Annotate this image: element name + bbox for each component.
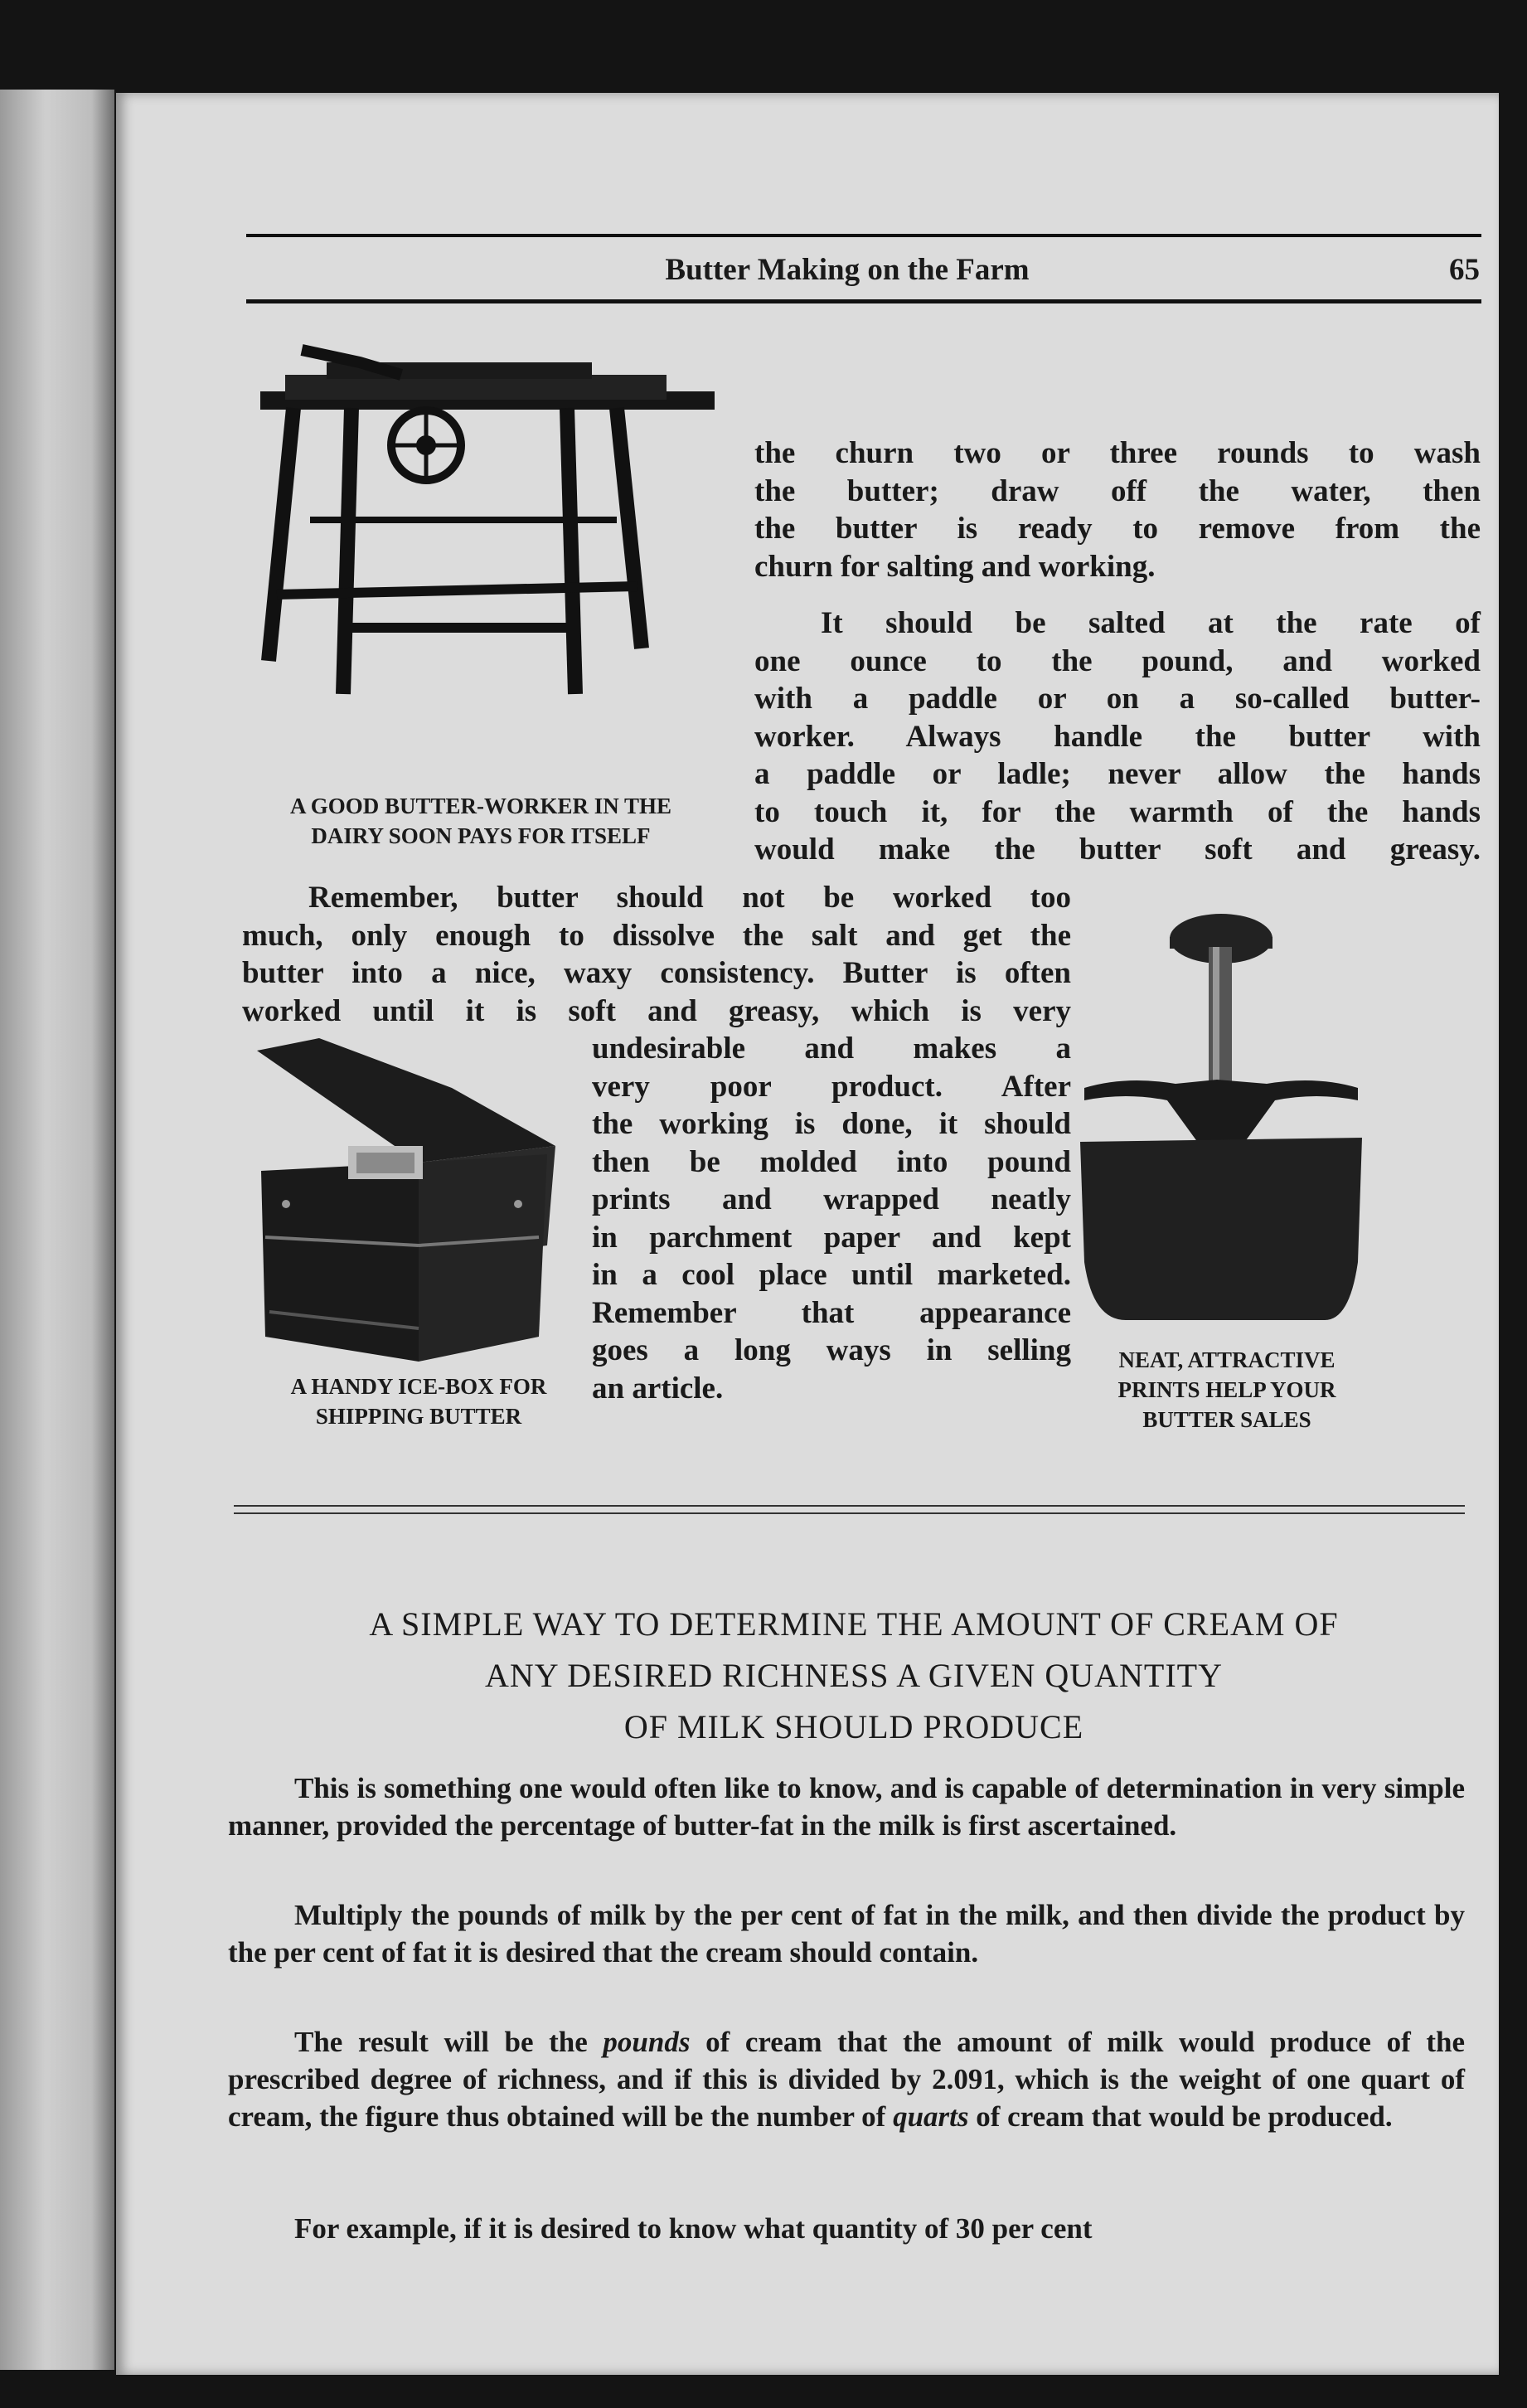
text-line: butter into a nice, waxy consistency. Butter is often bbox=[242, 956, 1071, 990]
paragraph-text: For example, if it is desired to know what quantity of 30 per cent bbox=[294, 2212, 1093, 2245]
header-bottom-rule bbox=[246, 299, 1481, 303]
caption-line: SHIPPING BUTTER bbox=[315, 1404, 522, 1429]
paragraph-3 bbox=[228, 2023, 1465, 2135]
caption-line: A GOOD BUTTER-WORKER IN THE bbox=[289, 794, 672, 818]
caption-ice-box bbox=[232, 1371, 605, 1431]
text-line: worked until it is soft and greasy, which is very bbox=[242, 993, 1071, 1028]
text-line: with a paddle or on a so-called butter- bbox=[754, 682, 1481, 716]
text-line: worker. Always handle the butter with bbox=[754, 719, 1481, 754]
text-line: much, only enough to dissolve the salt and get the bbox=[242, 918, 1071, 953]
text-line: in parchment paper and kept bbox=[592, 1220, 1071, 1255]
text-line: would make the butter soft and greasy. bbox=[754, 833, 1481, 867]
caption-line: BUTTER SALES bbox=[1142, 1407, 1311, 1432]
heading-line: A SIMPLE WAY TO DETERMINE THE AMOUNT OF CREAM OF bbox=[369, 1605, 1339, 1643]
section-divider-top bbox=[234, 1505, 1465, 1507]
butter-worker-illustration bbox=[252, 329, 716, 794]
paragraph-text: of cream that would be produced. bbox=[968, 2100, 1393, 2133]
text-line: undesirable and makes a bbox=[592, 1032, 1071, 1066]
text-line: the butter is ready to remove from the bbox=[754, 512, 1481, 546]
ice-box-illustration bbox=[253, 1038, 593, 1370]
emphasis-pounds: pounds bbox=[603, 2026, 691, 2058]
caption-line: DAIRY SOON PAYS FOR ITSELF bbox=[311, 823, 651, 848]
left-page-edge bbox=[0, 90, 114, 2370]
caption-line: NEAT, ATTRACTIVE bbox=[1118, 1347, 1336, 1372]
middle-column-text bbox=[592, 1030, 1071, 1407]
paragraph-text: The result will be the bbox=[294, 2026, 604, 2058]
text-line: to touch it, for the warmth of the hands bbox=[754, 794, 1481, 829]
text-line: the churn two or three rounds to wash bbox=[754, 436, 1481, 470]
text-line: It should be salted at the rate of bbox=[821, 606, 1481, 640]
text-line: the butter; draw off the water, then bbox=[754, 473, 1481, 508]
running-head-title: Butter Making on the Farm bbox=[665, 253, 1030, 287]
caption-prints bbox=[1061, 1345, 1393, 1435]
text-line: one ounce to the pound, and worked bbox=[754, 643, 1481, 678]
section-heading bbox=[224, 1599, 1484, 1753]
heading-line: OF MILK SHOULD PRODUCE bbox=[623, 1708, 1084, 1745]
top-right-text bbox=[754, 435, 1481, 585]
paragraph-text: of cream that the amount of milk would produce of the prescribed degree of richness, and if this is divided by 2.091, which is the weight of one quart of cream, the figure thus obtained will be the number of bbox=[228, 2026, 1465, 2133]
text-line: goes a long ways in selling bbox=[592, 1333, 1071, 1367]
paragraph-4 bbox=[228, 2210, 1465, 2247]
text-line: Remember that appearance bbox=[592, 1295, 1071, 1330]
text-line: then be molded into pound bbox=[592, 1144, 1071, 1179]
page-number: 65 bbox=[1449, 253, 1480, 287]
caption-line: PRINTS HELP YOUR bbox=[1117, 1377, 1336, 1402]
section-divider-bottom bbox=[234, 1512, 1465, 1514]
book-page bbox=[116, 93, 1499, 2375]
text-line: very poor product. After bbox=[592, 1069, 1071, 1104]
heading-line: ANY DESIRED RICHNESS A GIVEN QUANTITY bbox=[485, 1657, 1223, 1694]
text-line: prints and wrapped neatly bbox=[592, 1182, 1071, 1216]
butter-print-illustration bbox=[1076, 914, 1374, 1328]
text-line: the working is done, it should bbox=[592, 1107, 1071, 1141]
paragraph-1 bbox=[228, 1770, 1465, 1844]
caption-line: A HANDY ICE-BOX FOR bbox=[290, 1374, 547, 1399]
paragraph-text: This is something one would often like to know, and is capable of determination in very simple manner, provided the percentage of butter-fat in the milk is first ascertained. bbox=[228, 1772, 1465, 1842]
caption-butter-worker bbox=[240, 791, 721, 851]
paragraph-text: Multiply the pounds of milk by the per cent of fat in the milk, and then divide the product by the per cent of fat it is desired that the cream should contain. bbox=[228, 1899, 1465, 1969]
header-top-rule bbox=[246, 234, 1481, 237]
text-line: a paddle or ladle; never allow the hands bbox=[754, 757, 1481, 791]
text-line: an article. bbox=[592, 1371, 724, 1405]
paragraph-2 bbox=[228, 1896, 1465, 1971]
salting-paragraph bbox=[754, 604, 1481, 869]
text-line: in a cool place until marketed. bbox=[592, 1258, 1071, 1292]
emphasis-quarts: quarts bbox=[893, 2100, 969, 2133]
remember-paragraph bbox=[242, 879, 1071, 1030]
text-line: churn for salting and working. bbox=[754, 549, 1156, 584]
text-line: Remember, butter should not be worked too bbox=[308, 881, 1071, 915]
